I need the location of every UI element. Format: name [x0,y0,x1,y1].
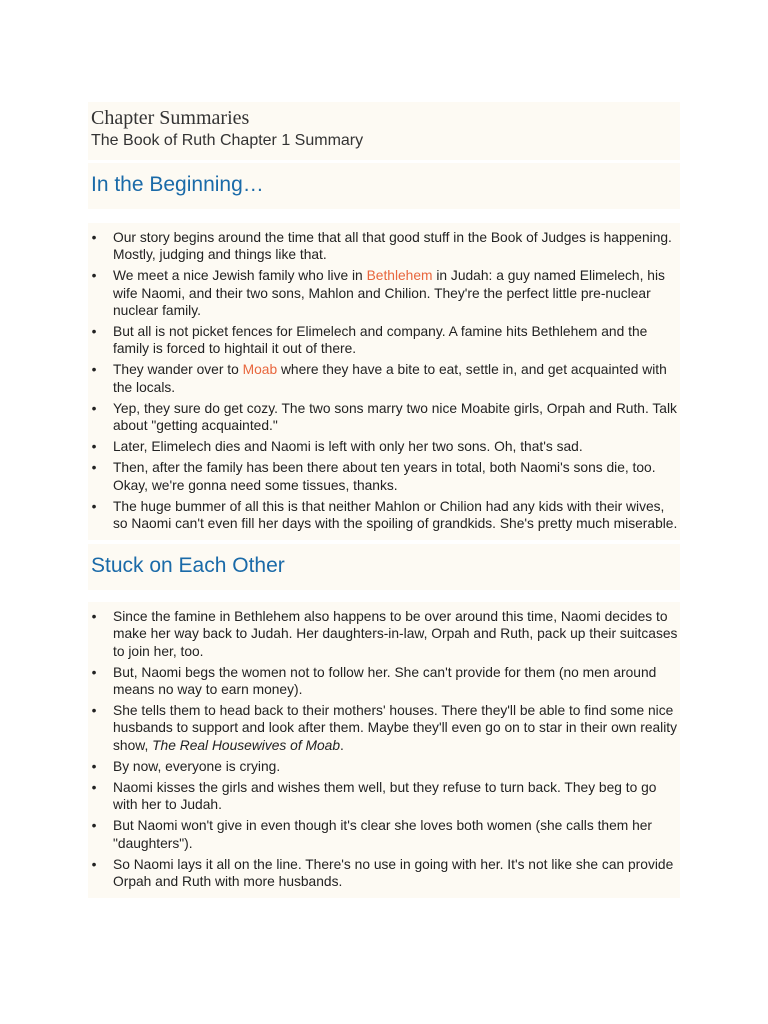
list-item-text: We meet a nice Jewish family who live in [113,268,367,284]
list-item-text: But Naomi won't give in even though it's clear she loves both women (she calls them her "daughters"). [113,818,653,851]
list-item [88,856,680,890]
list-item-text: . [340,737,344,753]
list-item [88,498,680,532]
bullet-icon: • [91,664,97,680]
list-item-text: They wander over to [113,362,243,378]
list-item-text: By now, everyone is crying. [113,758,281,774]
list-item [88,758,680,775]
bethlehem-link[interactable]: Bethlehem [366,268,433,284]
page-title: Chapter Summaries [91,107,250,129]
list-item [88,779,680,813]
list-item [88,323,680,357]
list-item [88,400,680,434]
list-item [88,664,680,698]
bullet-icon: • [91,268,97,284]
list-item-text: But, Naomi begs the women not to follow her. She can't provide for them (no men around means no way to earn money). [113,664,657,698]
bullet-icon: • [91,818,97,834]
book-subtitle: The Book of Ruth Chapter 1 Summary [91,132,364,149]
list-item [88,702,680,754]
bullet-icon: • [91,856,97,872]
list-item-text: Yep, they sure do get cozy. The two sons marry two nice Moabite girls, Orpah and Ruth. Talk about "getting acquainted." [113,400,677,434]
bullet-icon: • [91,780,97,796]
document-header [88,102,680,160]
bullet-list-stuck [88,602,680,898]
list-item-text: Then, after the family has been there about ten years in total, both Naomi's sons die, too. Okay, we're gonna need some tissues, thanks. [113,460,656,493]
list-item-text: She tells them to head back to their mothers' houses. There they'll be able to find some nice husbands to support and look after them. Maybe they'll even go on to star in their own reality show, [113,703,678,753]
bullet-icon: • [91,758,97,774]
list-item-text: Naomi kisses the girls and wishes them well, but they refuse to turn back. They beg to go with her to Judah. [113,780,657,813]
bullet-icon: • [91,439,97,455]
bullet-icon: • [91,460,97,476]
list-item-text: Our story begins around the time that all that good stuff in the Book of Judges is happening. Mostly, judging and things like that. [113,230,672,263]
list-item-text: So Naomi lays it all on the line. There's no use in going with her. It's not like she can provide Orpah and Ruth with more husbands. [113,856,674,890]
document-page [88,102,680,898]
section-heading-stuck: Stuck on Each Other [91,554,285,578]
section-heading-beginning: In the Beginning… [91,173,264,196]
list-item [88,608,680,660]
list-item-text: The huge bummer of all this is that neither Mahlon or Chilion had any kids with their wives, so Naomi can't even fill her days with the spoiling of grandkids. She's pretty much miserable. [113,498,678,532]
list-item [88,267,680,319]
bullet-icon: • [91,362,97,378]
section-body-stuck [88,602,680,898]
bullet-icon: • [91,609,97,625]
list-item [88,361,680,395]
list-item [88,229,680,263]
section-heading-band [88,544,680,590]
bullet-icon: • [91,324,97,340]
moab-link[interactable]: Moab [242,362,278,378]
bullet-icon: • [91,703,97,719]
list-item-text: Later, Elimelech dies and Naomi is left with only her two sons. Oh, that's sad. [113,439,583,455]
list-item [88,438,680,455]
section-body-beginning [88,223,680,540]
list-item-text: Since the famine in Bethlehem also happens to be over around this time, Naomi decides to make her way back to Judah. Her daughters-in-law, Orpah and Ruth, pack up their suitcases to join her, too. [113,609,678,659]
list-item [88,817,680,851]
list-item-text: where they have a bite to eat, settle in, and get acquainted with the locals. [113,362,667,395]
bullet-icon: • [91,400,97,416]
list-item-text: in Judah: a guy named Elimelech, his wife Naomi, and their two sons, Mahlon and Chilion. They're the perfect little pre-nuclear nuclear family. [113,268,665,318]
list-item [88,459,680,493]
section-heading-band [88,163,680,209]
bullet-list-beginning [88,223,680,540]
bullet-icon: • [91,230,97,245]
show-title: The Real Housewives of Moab [152,737,341,753]
list-item-text: But all is not picket fences for Elimelech and company. A famine hits Bethlehem and the family is forced to hightail it out of there. [113,324,648,357]
bullet-icon: • [91,498,97,514]
